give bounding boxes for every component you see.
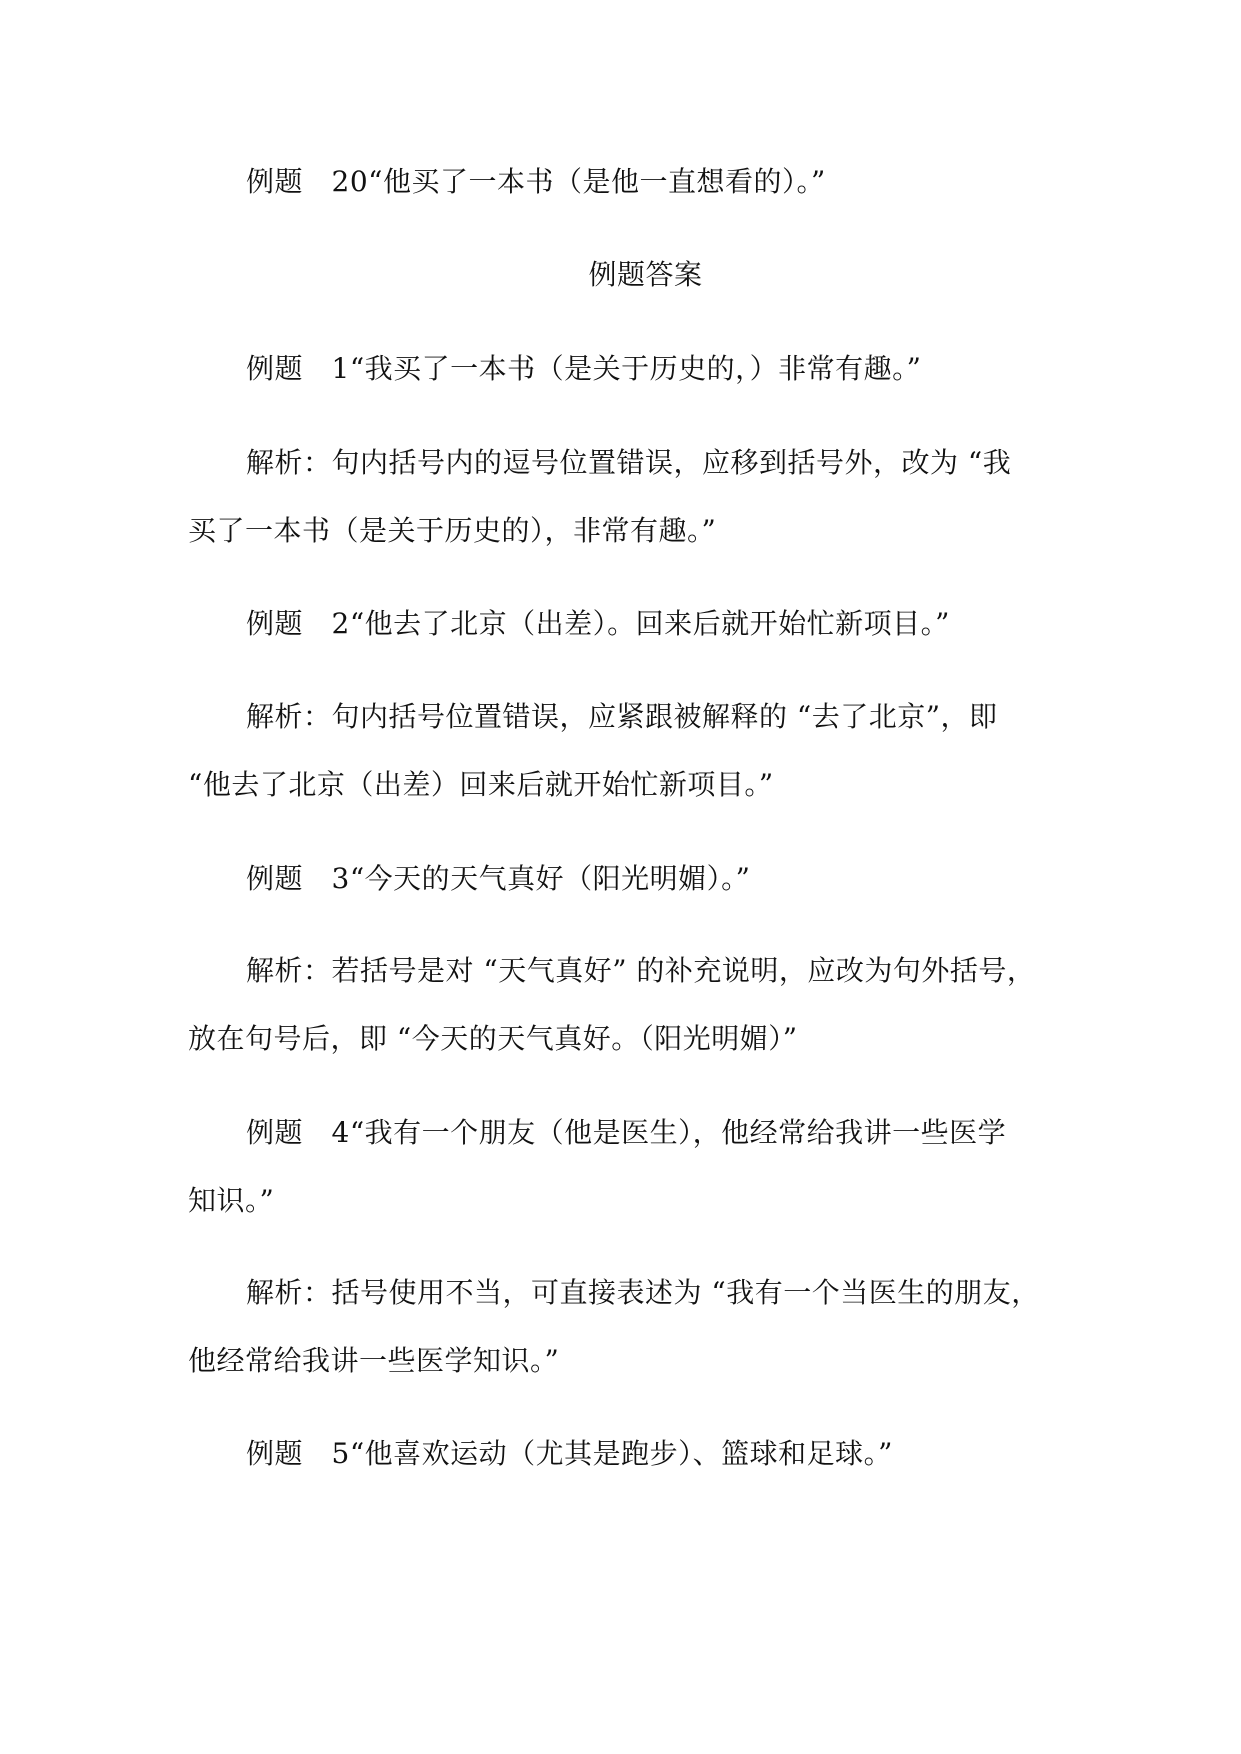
analysis-3-line-1: 解析：若括号是对 “天气真好” 的补充说明，应改为句外括号， (246, 954, 1036, 987)
analysis-1-line-1: 解析：句内括号内的逗号位置错误，应移到括号外，改为 “我 (246, 446, 1012, 479)
example-20-text: 例题 20“他买了一本书（是他一直想看的）。” (246, 165, 826, 198)
example-3-text: 例题 3“今天的天气真好（阳光明媚）。” (246, 862, 751, 895)
example-4-line-2: 知识。” (188, 1184, 275, 1217)
analysis-3-line-2: 放在句号后，即 “今天的天气真好。（阳光明媚）” (188, 1022, 798, 1055)
example-1-text: 例题 1“我买了一本书（是关于历史的，）非常有趣。” (246, 352, 922, 385)
example-2-text: 例题 2“他去了北京（出差）。回来后就开始忙新项目。” (246, 607, 950, 640)
example-4-line-1: 例题 4“我有一个朋友（他是医生），他经常给我讲一些医学 (246, 1116, 1007, 1149)
analysis-2-line-1: 解析：句内括号位置错误，应紧跟被解释的 “去了北京”，即 (246, 700, 998, 733)
analysis-2-line-2: “他去了北京（出差）回来后就开始忙新项目。” (188, 768, 774, 801)
example-5-text: 例题 5“他喜欢运动（尤其是跑步）、篮球和足球。” (246, 1437, 893, 1470)
analysis-4-line-2: 他经常给我讲一些医学知识。” (188, 1344, 560, 1377)
analysis-1-line-2: 买了一本书（是关于历史的），非常有趣。” (188, 514, 717, 547)
section-heading: 例题答案 (588, 258, 703, 291)
analysis-4-line-1: 解析：括号使用不当，可直接表述为 “我有一个当医生的朋友， (246, 1276, 1040, 1309)
